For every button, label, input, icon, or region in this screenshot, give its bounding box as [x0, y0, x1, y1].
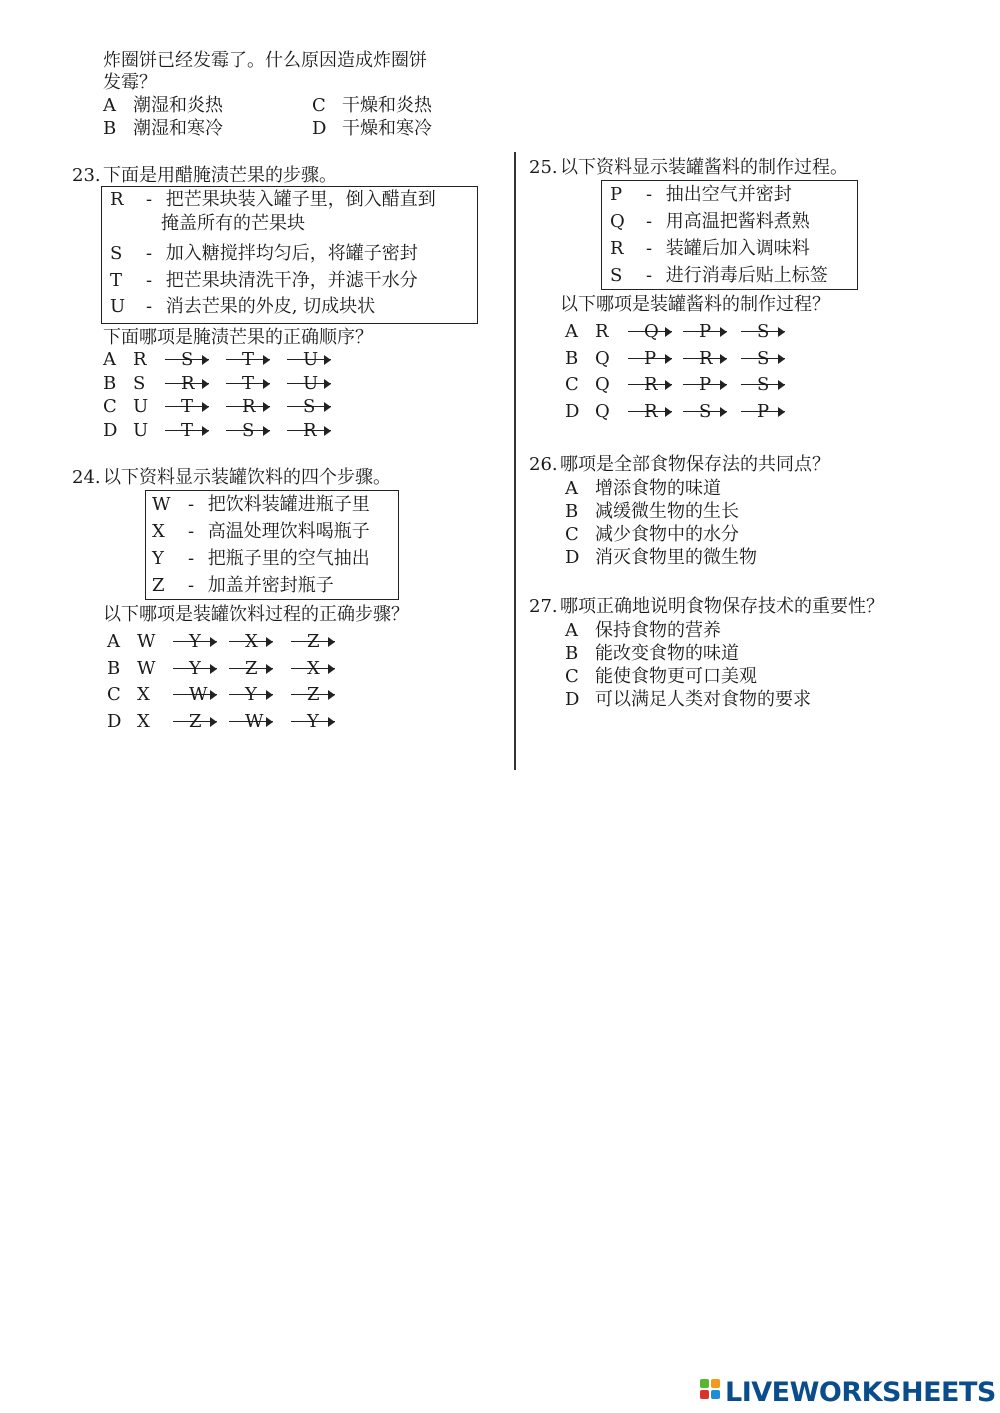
arrow-head-icon: [266, 664, 273, 674]
option-letter: B: [565, 501, 579, 522]
step-letter: U: [110, 296, 126, 317]
arrow-head-icon: [210, 664, 217, 674]
arrow-head-icon: [720, 327, 727, 337]
q25-question: 以下哪项是装罐酱料的制作过程？: [560, 294, 830, 315]
step-letter: S: [610, 265, 623, 286]
arrow-head-icon: [328, 690, 335, 700]
logo-square-green: [700, 1379, 709, 1388]
sequence-step: R: [181, 372, 195, 394]
sequence-step: Q: [644, 321, 659, 342]
step-dash: -: [645, 211, 653, 232]
sequence-arrow-step: [628, 400, 672, 424]
arrow-head-icon: [665, 354, 672, 364]
arrow-head-icon: [328, 717, 335, 727]
step-letter: T: [110, 270, 123, 291]
sequence-step: P: [699, 374, 712, 395]
arrow-head-icon: [665, 380, 672, 390]
sequence-step: Y: [307, 710, 319, 732]
option-text: 干燥和炎热: [342, 95, 432, 116]
arrow-head-icon: [263, 379, 270, 389]
option-letter: D: [565, 547, 580, 568]
sequence-arrow-step: [226, 419, 270, 443]
option-text: 消灭食物里的微生物: [595, 547, 757, 568]
sequence-arrow-step: [229, 630, 273, 654]
sequence-arrow-step: [287, 419, 331, 443]
step-letter: S: [110, 243, 123, 264]
q25-step-s: [610, 263, 828, 289]
q24-option-d[interactable]: [107, 710, 367, 734]
option-letter: A: [107, 631, 120, 652]
sequence-step: U: [303, 349, 319, 370]
sequence-step: Y: [189, 657, 201, 679]
q25-number: 25.: [529, 157, 558, 178]
arrow-head-icon: [202, 379, 209, 389]
q23-step-r: [110, 187, 436, 213]
q24-stem: 以下资料显示装罐饮料的四个步骤。: [103, 467, 391, 488]
step-dash: -: [645, 184, 653, 205]
step-text: 加入糖搅拌均匀后，将罐子密封: [165, 243, 418, 264]
sequence-step: T: [242, 372, 255, 394]
q23-option-b[interactable]: [103, 372, 363, 396]
sequence-step: T: [242, 349, 255, 370]
step-letter: Z: [152, 575, 165, 596]
option-letter: C: [565, 524, 579, 545]
arrow-head-icon: [266, 717, 273, 727]
sequence-step: S: [242, 419, 255, 441]
sequence-step: R: [644, 374, 658, 395]
q23-step-s: [110, 241, 418, 267]
q25-option-b[interactable]: [565, 347, 825, 371]
option-letter: B: [103, 118, 117, 139]
q26-number: 26.: [529, 454, 558, 475]
option-letter: C: [103, 396, 117, 417]
q23-option-d[interactable]: [103, 419, 363, 443]
sequence-step: X: [137, 684, 150, 705]
sequence-arrow-step: [229, 683, 273, 707]
q27-option-c[interactable]: [565, 665, 757, 689]
sequence-arrow-step: [291, 657, 335, 681]
option-letter: D: [103, 419, 118, 441]
option-letter: D: [312, 118, 327, 139]
sequence-step: U: [133, 396, 149, 417]
option-letter: C: [565, 374, 579, 395]
q22-option-d[interactable]: [312, 117, 432, 141]
sequence-step: W: [245, 710, 264, 732]
sequence-step: T: [181, 419, 194, 441]
sequence-arrow-step: [741, 400, 785, 424]
arrow-head-icon: [720, 354, 727, 364]
sequence-arrow-step: [683, 400, 727, 424]
option-letter: D: [107, 710, 122, 732]
sequence-step: X: [245, 631, 258, 652]
arrow-head-icon: [665, 327, 672, 337]
q23-question: 下面哪项是腌渍芒果的正确顺序？: [103, 327, 373, 348]
sequence-step: R: [133, 349, 147, 370]
q25-option-d[interactable]: [565, 400, 825, 424]
q25-stem: 以下资料显示装罐酱料的制作过程。: [560, 157, 848, 178]
sequence-arrow-step: [291, 630, 335, 654]
step-text: 把瓶子里的空气抽出: [207, 548, 370, 569]
sequence-arrow-step: [683, 373, 727, 397]
arrow-head-icon: [778, 407, 785, 417]
step-text: 进行消毒后贴上标签: [665, 265, 828, 286]
arrow-head-icon: [324, 426, 331, 436]
option-letter: C: [565, 666, 579, 687]
arrow-head-icon: [665, 407, 672, 417]
sequence-step: P: [699, 321, 712, 342]
q22-stem-line1: 炸圈饼已经发霉了。什么原因造成炸圈饼: [103, 50, 427, 71]
sequence-step: Z: [307, 631, 320, 652]
sequence-step: S: [757, 321, 770, 342]
logo-mark-icon: [700, 1379, 722, 1405]
sequence-step: U: [133, 419, 149, 441]
sequence-arrow-step: [173, 630, 217, 654]
arrow-head-icon: [328, 664, 335, 674]
sequence-step: W: [137, 631, 156, 652]
q22-option-c[interactable]: [312, 94, 432, 118]
step-dash: -: [145, 189, 153, 210]
arrow-head-icon: [210, 690, 217, 700]
q24-option-c[interactable]: [107, 683, 367, 707]
sequence-arrow-step: [291, 683, 335, 707]
step-text: 消去芒果的外皮, 切成块状: [165, 296, 376, 317]
step-letter: Q: [610, 211, 625, 232]
sequence-arrow-step: [165, 348, 209, 372]
option-text: 减少食物中的水分: [595, 524, 739, 545]
q26-option-d[interactable]: [565, 546, 757, 570]
sequence-arrow-step: [226, 348, 270, 372]
q25-steps-box: [601, 180, 858, 290]
q24-number: 24.: [72, 467, 101, 488]
q26-option-c[interactable]: [565, 523, 739, 547]
q26-option-a[interactable]: [565, 477, 721, 501]
q27-stem: 哪项正确地说明食物保存技术的重要性？: [560, 596, 884, 617]
option-letter: D: [565, 400, 580, 422]
step-dash: -: [645, 265, 653, 286]
sequence-step: Z: [189, 710, 202, 732]
q23-option-c[interactable]: [103, 395, 363, 419]
sequence-step: U: [303, 372, 319, 394]
sequence-step: R: [699, 347, 713, 369]
q23-stem: 下面是用醋腌渍芒果的步骤。: [103, 165, 337, 186]
sequence-step: Z: [245, 657, 258, 679]
q24-steps-box: [145, 490, 399, 600]
option-letter: A: [565, 620, 578, 641]
step-text: 把芒果块清洗干净，并滤干水分: [165, 270, 418, 291]
arrow-head-icon: [263, 402, 270, 412]
step-letter: R: [610, 238, 624, 259]
sequence-arrow-step: [683, 320, 727, 344]
option-letter: A: [565, 321, 578, 342]
arrow-head-icon: [720, 380, 727, 390]
q27-option-b[interactable]: [565, 642, 739, 666]
q23-option-a[interactable]: [103, 348, 363, 372]
step-dash: -: [145, 296, 153, 317]
step-dash: -: [145, 243, 153, 264]
q25-step-p: [610, 182, 792, 208]
sequence-step: Y: [189, 631, 201, 652]
q24-option-a[interactable]: [107, 630, 367, 654]
step-dash: -: [187, 575, 195, 596]
q25-step-r: [610, 236, 810, 262]
arrow-head-icon: [202, 355, 209, 365]
sequence-step: S: [757, 347, 770, 369]
sequence-step: S: [133, 372, 146, 394]
q27-option-a[interactable]: [565, 619, 721, 643]
sequence-arrow-step: [628, 320, 672, 344]
option-letter: B: [565, 643, 579, 664]
logo-text: LIVEWORKSHEETS: [725, 1377, 996, 1408]
option-letter: B: [103, 372, 117, 394]
sequence-step: S: [699, 400, 712, 422]
sequence-step: W: [137, 657, 156, 679]
q23-step-u: [110, 294, 375, 320]
sequence-step: S: [181, 349, 194, 370]
step-text: 装罐后加入调味料: [665, 238, 810, 259]
option-text: 可以满足人类对食物的要求: [595, 689, 811, 710]
arrow-head-icon: [328, 637, 335, 647]
option-text: 保持食物的营养: [595, 620, 721, 641]
arrow-head-icon: [210, 717, 217, 727]
step-text: 用高温把酱料煮熟: [665, 211, 810, 232]
sequence-arrow-step: [291, 710, 335, 734]
sequence-step: R: [644, 400, 658, 422]
sequence-arrow-step: [683, 347, 727, 371]
sequence-arrow-step: [173, 657, 217, 681]
sequence-step: T: [181, 396, 194, 417]
q23-step-r-cont: 掩盖所有的芒果块: [161, 213, 305, 234]
sequence-step: R: [303, 419, 317, 441]
arrow-head-icon: [266, 690, 273, 700]
sequence-step: X: [137, 710, 150, 732]
q25-step-q: [610, 209, 810, 235]
sequence-arrow-step: [165, 372, 209, 396]
q22-option-b[interactable]: [103, 117, 223, 141]
logo-square-orange: [711, 1379, 720, 1388]
step-letter: Y: [152, 548, 164, 569]
q23-number: 23.: [72, 165, 101, 186]
sequence-step: Q: [595, 400, 610, 422]
arrow-head-icon: [210, 637, 217, 647]
option-letter: D: [565, 689, 580, 710]
sequence-step: R: [595, 321, 609, 342]
option-text: 减缓微生物的生长: [595, 501, 739, 522]
arrow-head-icon: [778, 380, 785, 390]
step-text: 把芒果块装入罐子里，倒入醋直到: [165, 189, 436, 210]
step-text: 抽出空气并密封: [665, 184, 792, 205]
q22-option-a[interactable]: [103, 94, 223, 118]
sequence-arrow-step: [741, 320, 785, 344]
option-text: 干燥和寒冷: [342, 118, 432, 139]
arrow-head-icon: [263, 426, 270, 436]
q25-option-c[interactable]: [565, 373, 825, 397]
arrow-head-icon: [324, 379, 331, 389]
step-text: 把饮料装罐进瓶子里: [207, 494, 370, 515]
sequence-arrow-step: [741, 347, 785, 371]
sequence-arrow-step: [165, 395, 209, 419]
step-dash: -: [187, 521, 195, 542]
option-letter: A: [103, 95, 116, 116]
option-letter: C: [312, 95, 326, 116]
q24-step-z: [152, 573, 334, 599]
arrow-head-icon: [778, 354, 785, 364]
q25-option-a[interactable]: [565, 320, 825, 344]
option-text: 增添食物的味道: [595, 478, 721, 499]
q27-number: 27.: [529, 596, 558, 617]
option-text: 潮湿和炎热: [133, 95, 223, 116]
option-letter: A: [565, 478, 578, 499]
step-dash: -: [145, 270, 153, 291]
option-text: 能使食物更可口美观: [595, 666, 757, 687]
arrow-head-icon: [720, 407, 727, 417]
sequence-arrow-step: [287, 348, 331, 372]
sequence-arrow-step: [287, 395, 331, 419]
sequence-arrow-step: [229, 710, 273, 734]
sequence-step: R: [242, 396, 256, 417]
q24-option-b[interactable]: [107, 657, 367, 681]
sequence-arrow-step: [165, 419, 209, 443]
arrow-head-icon: [324, 355, 331, 365]
step-letter: W: [152, 494, 171, 515]
sequence-step: Q: [595, 374, 610, 395]
sequence-arrow-step: [226, 372, 270, 396]
option-letter: C: [107, 684, 121, 705]
q23-steps-box: [101, 186, 478, 324]
sequence-step: Z: [307, 684, 320, 705]
q26-option-b[interactable]: [565, 500, 739, 524]
sequence-step: S: [757, 374, 770, 395]
arrow-head-icon: [202, 426, 209, 436]
sequence-step: P: [644, 347, 657, 369]
sequence-arrow-step: [741, 373, 785, 397]
sequence-arrow-step: [287, 372, 331, 396]
step-text: 高温处理饮料喝瓶子: [207, 521, 370, 542]
step-text: 加盖并密封瓶子: [207, 575, 334, 596]
arrow-head-icon: [202, 402, 209, 412]
step-letter: X: [152, 521, 165, 542]
sequence-step: Q: [595, 347, 610, 369]
step-dash: -: [187, 494, 195, 515]
sequence-arrow-step: [628, 373, 672, 397]
sequence-arrow-step: [229, 657, 273, 681]
sequence-arrow-step: [628, 347, 672, 371]
step-dash: -: [187, 548, 195, 569]
step-dash: -: [645, 238, 653, 259]
option-text: 潮湿和寒冷: [133, 118, 223, 139]
sequence-step: X: [307, 657, 320, 679]
sequence-arrow-step: [173, 683, 217, 707]
arrow-head-icon: [778, 327, 785, 337]
option-letter: B: [565, 347, 579, 369]
q24-step-x: [152, 519, 370, 545]
sequence-step: W: [189, 684, 208, 705]
sequence-arrow-step: [173, 710, 217, 734]
q24-step-y: [152, 546, 370, 572]
column-divider: [514, 152, 516, 770]
q23-step-t: [110, 268, 418, 294]
logo-square-red: [700, 1390, 709, 1399]
arrow-head-icon: [324, 402, 331, 412]
q24-question: 以下哪项是装罐饮料过程的正确步骤？: [103, 604, 409, 625]
step-letter: R: [110, 189, 124, 210]
option-letter: A: [103, 349, 116, 370]
option-letter: B: [107, 657, 121, 679]
sequence-arrow-step: [226, 395, 270, 419]
q24-step-w: [152, 492, 370, 518]
q27-option-d[interactable]: [565, 688, 811, 712]
logo-square-blue: [711, 1390, 720, 1399]
sequence-step: P: [757, 400, 770, 422]
sequence-step: Y: [245, 684, 257, 705]
q26-stem: 哪项是全部食物保存法的共同点？: [560, 454, 830, 475]
arrow-head-icon: [263, 355, 270, 365]
step-letter: P: [610, 184, 623, 205]
sequence-step: S: [303, 396, 316, 417]
q22-stem-line2: 发霉？: [103, 72, 157, 93]
arrow-head-icon: [266, 637, 273, 647]
option-text: 能改变食物的味道: [595, 643, 739, 664]
